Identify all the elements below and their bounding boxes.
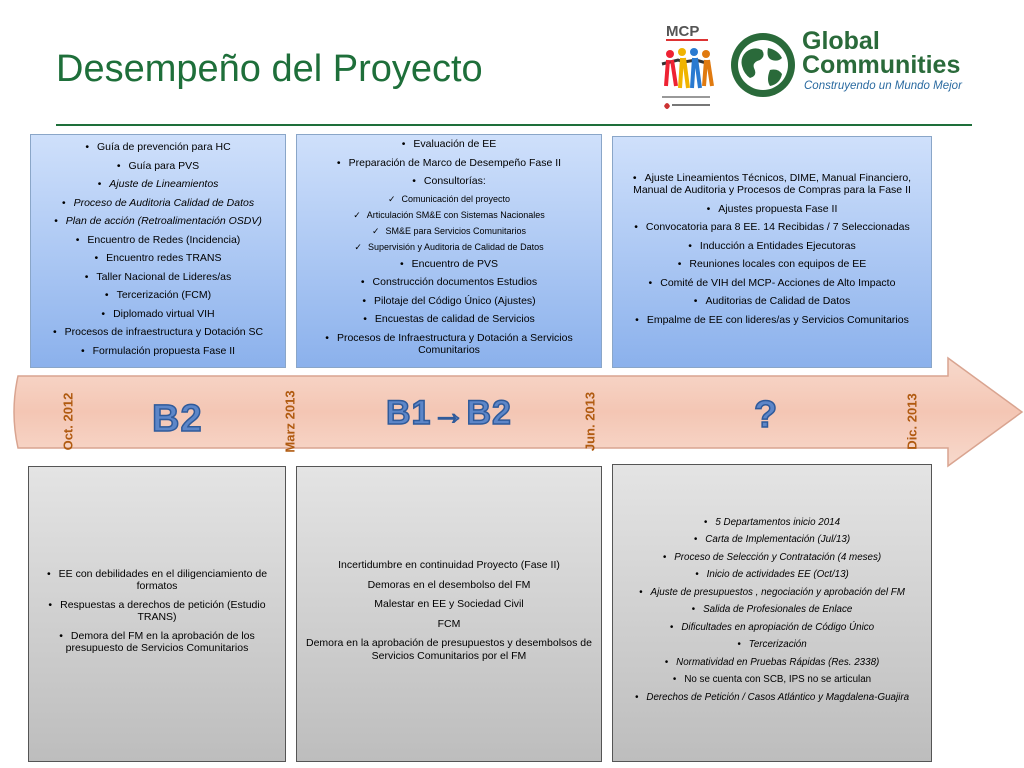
bottom-box-3-item: • No se cuenta con SCB, IPS no se articulan <box>619 674 925 686</box>
page-title: Desempeño del Proyecto <box>56 48 483 90</box>
top-box-3-item: • Auditorias de Calidad de Datos <box>619 295 925 308</box>
bottom-box-1 <box>28 466 286 762</box>
top-box-1 <box>30 134 286 368</box>
bottom-box-3-item: • 5 Departamentos inicio 2014 <box>619 517 925 529</box>
top-box-2 <box>296 134 602 368</box>
bottom-box-2-item: Malestar en EE y Sociedad Civil <box>374 598 524 610</box>
top-box-2-item: • Encuestas de calidad de Servicios <box>303 313 595 326</box>
phase-label-2: B1→B2 <box>386 394 512 432</box>
phase-label-1: B2 <box>152 398 203 440</box>
bottom-box-3-item: • Tercerización <box>619 639 925 651</box>
bottom-box-2-item: Demora en la aprobación de presupuestos y desembolsos de Servicios Comunitarios por el FM <box>305 637 592 662</box>
top-box-1-item: • Encuentro de Redes (Incidencia) <box>37 234 279 247</box>
mcp-logo <box>652 20 720 120</box>
top-box-1-item: • Taller Nacional de Lideres/as <box>37 271 279 284</box>
gc-logo-tagline: Construyendo un Mundo Mejor <box>804 80 962 92</box>
top-box-2-item: ✓ Articulación SM&E con Sistemas Nacionales <box>303 210 595 221</box>
bottom-box-1-item: • EE con debilidades en el diligenciamiento de formatos <box>35 568 279 593</box>
top-box-3-item: • Ajuste Lineamientos Técnicos, DIME, Manual Financiero, Manual de Auditoria y Procesos de Compras para la Fase II <box>619 172 925 197</box>
top-box-1-item: • Guía para PVS <box>37 160 279 173</box>
top-box-1-item: • Plan de acción (Retroalimentación OSDV) <box>37 215 279 228</box>
top-box-3-item: • Convocatoria para 8 EE. 14 Recibidas / 7 Seleccionadas <box>619 221 925 234</box>
mcp-logo-text: MCP <box>666 23 700 40</box>
bottom-box-3-item: • Proceso de Selección y Contratación (4 meses) <box>619 552 925 564</box>
phase-label-3: ? <box>754 394 779 436</box>
bottom-box-3-item: • Dificultades en apropiación de Código Único <box>619 622 925 634</box>
top-box-2-item: • Procesos de Infraestructura y Dotación a Servicios Comunitarios <box>303 332 595 357</box>
top-box-2-item: • Pilotaje del Código Único (Ajustes) <box>303 295 595 308</box>
bottom-box-2-item: Incertidumbre en continuidad Proyecto (Fase II) <box>338 559 560 571</box>
top-box-2-item: • Evaluación de EE <box>303 138 595 151</box>
top-box-3-item: • Ajustes propuesta Fase II <box>619 203 925 216</box>
bottom-box-3-item: • Normatividad en Pruebas Rápidas (Res. 2338) <box>619 657 925 669</box>
top-box-1-item: • Diplomado virtual VIH <box>37 308 279 321</box>
top-box-1-item: • Guía de prevención para HC <box>37 141 279 154</box>
bottom-box-3 <box>612 464 932 762</box>
top-box-2-item: • Consultorías: <box>303 175 595 188</box>
top-box-3-item: • Empalme de EE con lideres/as y Servicios Comunitarios <box>619 314 925 327</box>
bottom-box-1-item: • Demora del FM en la aprobación de los presupuesto de Servicios Comunitarios <box>35 630 279 655</box>
gc-logo-line2: Communities <box>802 51 961 79</box>
title-divider <box>56 124 972 126</box>
bottom-box-3-item: • Carta de Implementación (Jul/13) <box>619 534 925 546</box>
top-box-1-item: • Procesos de infraestructura y Dotación SC <box>37 326 279 339</box>
top-box-1-item: • Formulación propuesta Fase II <box>37 345 279 358</box>
timeline-date-3: Jun. 2013 <box>582 391 598 452</box>
global-communities-logo <box>728 26 978 104</box>
top-box-1-item: • Encuentro redes TRANS <box>37 252 279 265</box>
top-box-3-item: • Inducción a Entidades Ejecutoras <box>619 240 925 253</box>
bottom-box-3-item: • Ajuste de presupuestos , negociación y aprobación del FM <box>619 587 925 599</box>
timeline-date-1: Oct. 2012 <box>60 392 76 451</box>
top-box-1-item: • Proceso de Auditoria Calidad de Datos <box>37 197 279 210</box>
top-box-1-item: • Tercerización (FCM) <box>37 289 279 302</box>
bottom-box-3-item: • Inicio de actividades EE (Oct/13) <box>619 569 925 581</box>
top-box-3 <box>612 136 932 368</box>
top-box-3-item: • Reuniones locales con equipos de EE <box>619 258 925 271</box>
bottom-box-3-item: • Salida de Profesionales de Enlace <box>619 604 925 616</box>
globe-icon <box>728 30 798 100</box>
top-box-2-item: ✓ Comunicación del proyecto <box>303 194 595 205</box>
top-box-2-item: • Encuentro de PVS <box>303 258 595 271</box>
top-box-3-item: • Comité de VIH del MCP- Acciones de Alto Impacto <box>619 277 925 290</box>
bottom-box-1-item: • Respuestas a derechos de petición (Estudio TRANS) <box>35 599 279 624</box>
top-box-2-item: ✓ Supervisión y Auditoria de Calidad de Datos <box>303 242 595 253</box>
bottom-box-2-item: Demoras en el desembolso del FM <box>367 578 531 591</box>
top-box-2-item: ✓ SM&E para Servicios Comunitarios <box>303 226 595 237</box>
bottom-box-3-item: • Derechos de Petición / Casos Atlántico y Magdalena-Guajira <box>619 692 925 704</box>
timeline-date-4: Dic. 2013 <box>904 393 920 450</box>
gc-logo-line1: Global <box>802 27 880 55</box>
top-box-1-item: • Ajuste de Lineamientos <box>37 178 279 191</box>
top-box-2-item: • Preparación de Marco de Desempeño Fase II <box>303 157 595 170</box>
bottom-box-2 <box>296 466 602 762</box>
top-box-2-item: • Construcción documentos Estudios <box>303 276 595 289</box>
bottom-box-2-item: FCM <box>437 617 461 630</box>
timeline-date-2: Marz 2013 <box>282 390 298 453</box>
